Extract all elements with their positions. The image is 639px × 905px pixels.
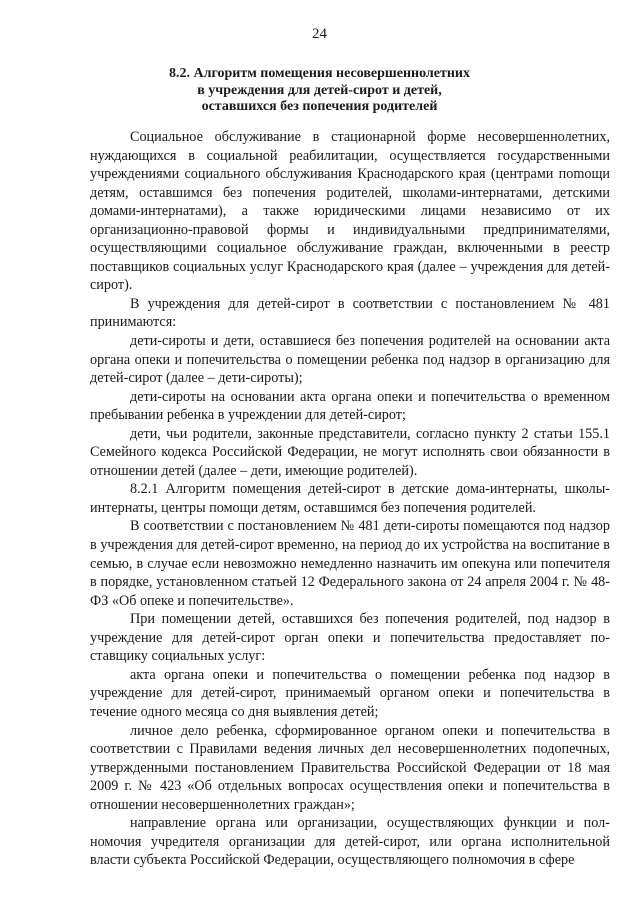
paragraph: дети, чьи родители, законные представители, согласно пункту 2 статьи 155.1 Семейного кодекса Российской Федерации, не могут исполнять свои обязанности в отношении детей (далее – дети, имеющие родителей). <box>90 425 610 479</box>
paragraph: В учреждения для детей-сирот в соответствии с постановлением № 481 принимаются: <box>90 295 610 331</box>
paragraph: Социальное обслуживание в стационарной форме несовершеннолетних, нуждающихся в социальной реабилитации, осуществляется государственными учреждениями социального обслуживания Краснодарского края (центрами поmощи детям, оставшимся без попечения родителей, школами-интернатами, детскими домами-интернатами), а также юридическими лицами независимо от их организационно-правовой формы и индивидуальными предпринимателями, осуществляющими социальное обслуживание граждан, включенными в реестр поставщиков социальных услуг Краснодарского края (далее – учреждения для детей-сирот). <box>90 129 610 294</box>
paragraph: В соответствии с постановлением № 481 дети-сироты помещаются под надзор в учреждения для детей-сирот временно, на период до их устройства на воспитание в семью, в случае если невозможно немедленно назначить им опекуна или попечителя в порядке, установленном статьей 12 Федерального закона от 24 апреля 2004 г. № 48-ФЗ «Об опеке и попечительстве». <box>90 518 610 609</box>
subsection-heading: 8.2.1 Алгоритм помещения детей-сирот в детские дома-интернаты, школы-интернаты, центры помощи детям, оставшимся без попечения родителей. <box>90 481 610 516</box>
paragraph: дети-сироты на основании акта органа опеки и попечительства о временном пребывании ребенка в учреждении для детей-сирот; <box>90 388 610 424</box>
section-heading <box>0 66 639 116</box>
page-number: 24 <box>312 26 327 42</box>
body-text <box>90 128 610 870</box>
paragraph: При помещении детей, оставшихся без попечения родителей, под надзор в учреждение для детей-сирот орган опеки и попечительства предоставляет поставщику социальных услуг: <box>90 611 610 665</box>
heading-line-1: 8.2. Алгоритм помещения несовершеннолетних <box>169 66 470 81</box>
heading-line-2: в учреждения для детей-сирот и детей, <box>197 82 442 98</box>
paragraph: направление органа или организации, осуществляющих функции и полномочия учредителя организации для детей-сирот, или органа исполнительной власти субъекта Российской Федерации, осуществляющего полномочия в сфере <box>90 815 610 869</box>
paragraph: личное дело ребенка, сформированное органом опеки и попечительства в соответствии с Правилами ведения личных дел несовершеннолетних подопечных, утвержденными постановлением Правительства Российской Федерации от 18 мая 2009 г. № 423 «Об отдельных вопросах осуществления опеки и попечительства в отношении несовершеннолетних граждан»; <box>90 722 610 813</box>
paragraph: дети-сироты и дети, оставшиеся без попечения родителей на основании акта органа опеки и попечительства о помещении ребенка под надзор в организацию для детей-сирот (далее – дети-сироты); <box>90 333 610 387</box>
paragraph: акта органа опеки и попечительства о помещении ребенка под надзор в учреждение для детей-сирот, принимаемый органом опеки и попечительства в течение одного месяца со дня выявления детей; <box>90 666 610 720</box>
heading-line-3: оставшихся без попечения родителей <box>201 99 438 114</box>
